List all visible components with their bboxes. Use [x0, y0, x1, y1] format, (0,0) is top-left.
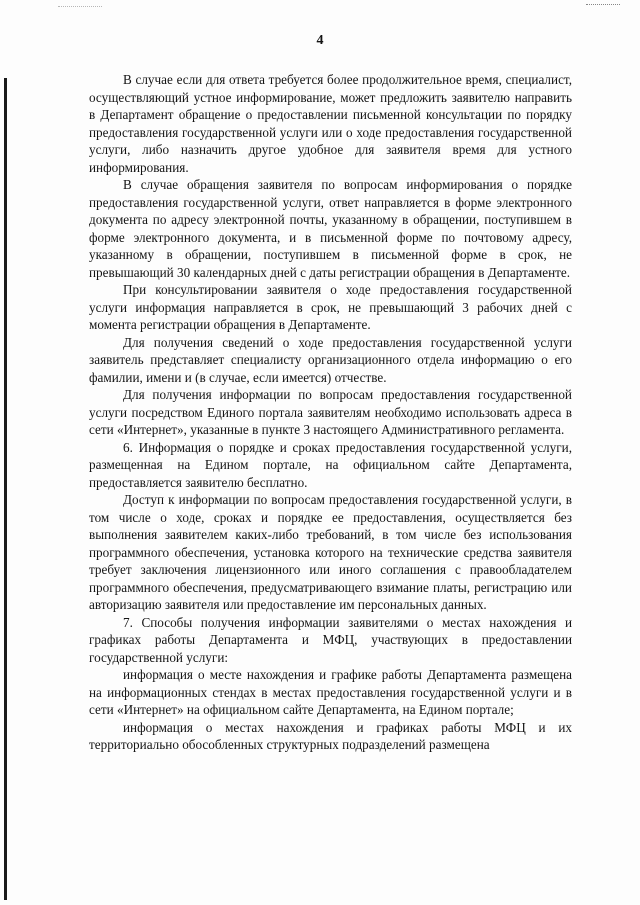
scan-artifact-mark [586, 4, 620, 10]
scan-artifact-mark [58, 6, 102, 13]
paragraph: 6. Информация о порядке и сроках предоставления государственной услуги, размещенная на Едином портале, на официальном сайте Департамента, предоставляется заявителю бесплатно. [89, 439, 572, 490]
document-body [89, 71, 572, 754]
scan-margin-bar [4, 78, 7, 900]
paragraph: Для получения сведений о ходе предоставления государственной услуги заявитель представляет специалисту организационного отдела информацию о его фамилии, имени и (в случае, если имеется) отчестве. [89, 334, 572, 385]
paragraph: В случае обращения заявителя по вопросам информирования о порядке предоставления государственной услуги, ответ направляется в форме электронного документа по адресу электронной почты, указанному в обращении, поступившем в форме электронного документа, и в письменной форме по почтовому адресу, указанному в обращении, поступившем в письменной форме в срок, не превышающий 30 календарных дней с даты регистрации обращения в Департаменте. [89, 177, 572, 280]
paragraph: Доступ к информации по вопросам предоставления государственной услуги, в том числе о ходе, сроках и порядке ее предоставления, осуществляется без выполнения заявителем каких-либо требований, в том числе без использования программного обеспечения, установка которого на технические средства заявителя требует заключения лицензионного или иного соглашения с правообладателем программного обеспечения, предусматривающего взимание платы, регистрацию или авторизацию заявителя или предоставление им персональных данных. [89, 492, 572, 612]
paragraph: информация о местах нахождения и графиках работы МФЦ и их территориально обособленных структурных подразделений размещена [89, 719, 572, 752]
paragraph: При консультировании заявителя о ходе предоставления государственной услуги информация направляется в срок, не превышающий 3 рабочих дней с момента регистрации обращения в Департаменте. [89, 282, 572, 332]
paragraph: информация о месте нахождения и графике работы Департамента размещена на информационных стендах в местах предоставления государственной услуги и в сети «Интернет» на официальном сайте Департамента, на Едином портале; [89, 667, 572, 717]
page-number: 4 [316, 33, 324, 48]
paragraph: Для получения информации по вопросам предоставления государственной услуги посредством Единого портала заявителям необходимо использовать адреса в сети «Интернет», указанные в пункте 3 настоящего Административного регламента. [89, 387, 572, 437]
paragraph: В случае если для ответа требуется более продолжительное время, специалист, осуществляющий устное информирование, может предложить заявителю направить в Департамент обращение о предоставлении письменной консультации по порядку предоставления государственной услуги или о ходе предоставления государственной услуги, либо назначить другое удобное для заявителя время для устного информирования. [89, 72, 572, 175]
paragraph: 7. Способы получения информации заявителями о местах нахождения и графиках работы Департамента и МФЦ, участвующих в предоставлении государственной услуги: [89, 614, 572, 665]
